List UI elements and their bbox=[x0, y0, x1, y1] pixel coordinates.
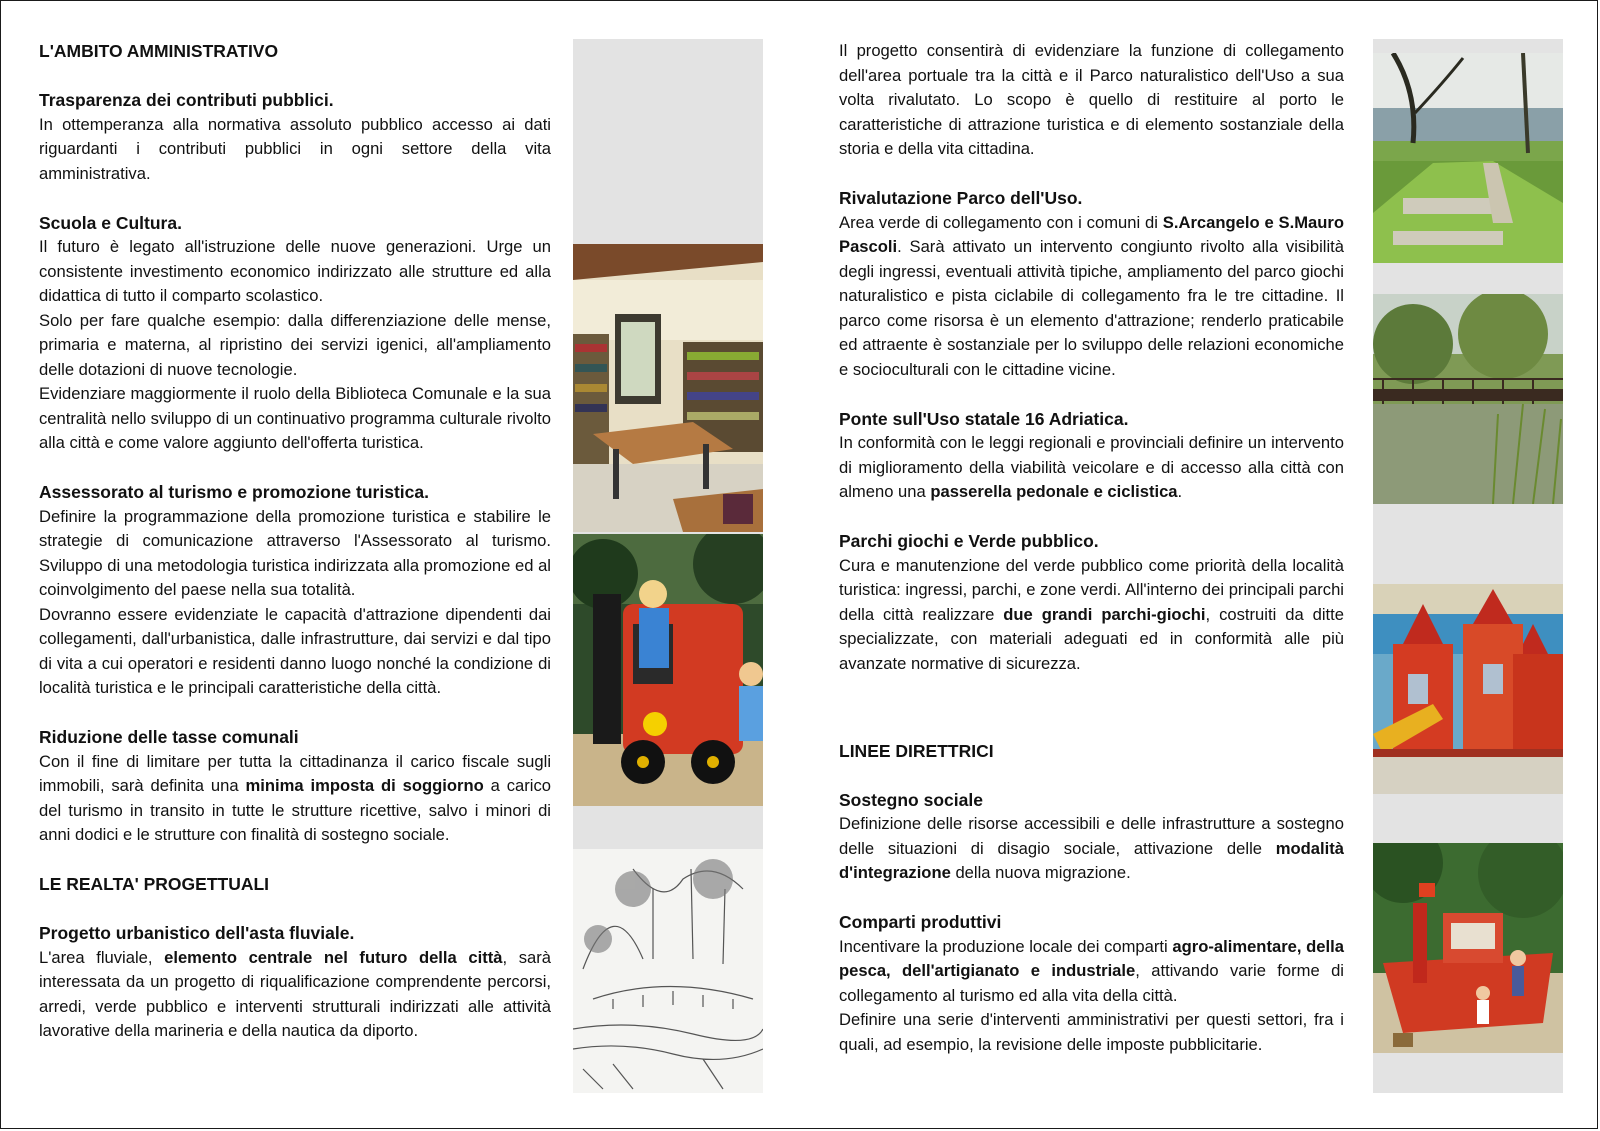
footbridge-pond-photo bbox=[1373, 294, 1563, 504]
spacer bbox=[839, 162, 1344, 187]
subsection-title-comparti-produttivi: Comparti produttivi bbox=[839, 912, 1002, 932]
paragraph bbox=[839, 935, 1344, 1009]
section-title-le-realta-progettuali: LE REALTA' PROGETTUALI bbox=[39, 874, 270, 894]
playground-ship-photo bbox=[1373, 843, 1563, 1053]
emphasis-text: due grandi parchi-giochi bbox=[1003, 604, 1206, 624]
paragraph bbox=[39, 603, 551, 701]
spacer bbox=[39, 456, 551, 481]
paragraph-text: Il futuro è legato all'istruzione delle nuove generazioni. Urge un consistente investimento economico indirizzato alle strutture ed alla didattica di tutto il comparto scolastico. bbox=[39, 237, 551, 305]
subsection-title-sostegno-sociale: Sostegno sociale bbox=[839, 789, 983, 810]
paragraph bbox=[839, 1008, 1344, 1057]
paragraph-text: , costruiti da ditte specializzate, con materiali adeguati ed in conformità alle più avanzate normative di sicurezza. bbox=[839, 604, 1344, 673]
paragraph-text: Cura e manutenzione del verde pubblico come priorità della località turistica: ingressi, parchi, e zone verdi. All'interno dei principali parchi della città realizzare bbox=[839, 555, 1344, 624]
paragraph-text: Il progetto consentirà di evidenziare la funzione di collegamento dell'area portuale tra la città e il Parco naturalistico dell'Uso a sua volta rivalutato. Lo scopo è quello di restituire al porto le caratteristiche di attrazione turistica e di elemento sostanziale della storia e della vita cittadina. bbox=[839, 41, 1344, 158]
spacer bbox=[39, 848, 551, 873]
subsection-title-ponte-sull-uso-statale-16-adriatica: Ponte sull'Uso statale 16 Adriatica. bbox=[839, 408, 1129, 429]
paragraph bbox=[39, 382, 551, 456]
paragraph-text: In conformità con le leggi regionali e provinciali definire un intervento di miglioramento della viabilità veicolare e di accesso alla città con almeno una bbox=[839, 433, 1344, 501]
paragraph-text: Evidenziare maggiormente il ruolo della Biblioteca Comunale e la sua centralità nello sviluppo di un continuativo programma culturale rivolto alla città e come valore aggiunto dell'offerta turistica. bbox=[39, 384, 551, 452]
paragraph-text: Solo per fare qualche esempio: dalla differenziazione delle mense, primaria e materna, al ripristino dei servizi igenici, all'ampliamento delle dotazioni di nuove tecnologie. bbox=[39, 310, 551, 379]
spacer bbox=[839, 676, 1344, 714]
paragraph-text: a carico del turismo in transito in tutte le strutture ricettive, salvo i minori di anni dodici e le strutture con finalità di sostegno sociale. bbox=[39, 776, 552, 844]
paragraph-text: , sarà interessata da un progetto di riqualificazione comprendente percorsi, arredi, verde pubblico e interventi strutturali indirizzati alle attività lavorative della marineria e della nautica da diporto. bbox=[39, 947, 552, 1040]
subsection-title-rivalutazione-parco-dell-uso: Rivalutazione Parco dell'Uso. bbox=[839, 188, 1083, 208]
paragraph-text: , attivando varie forme di collegamento al turismo ed alla vita della città. bbox=[839, 961, 1344, 1005]
paragraph bbox=[39, 113, 551, 187]
spacer bbox=[839, 382, 1344, 407]
paragraph-text: Definizione delle risorse accessibili e delle infrastrutture a sostegno delle situazioni di disagio sociale, attivazione delle bbox=[839, 814, 1344, 858]
section-title-linee-direttrici: LINEE DIRETTRICI bbox=[839, 740, 994, 761]
playground-train-photo bbox=[573, 534, 763, 806]
emphasis-text: S.Arcangelo e S.Mauro Pascoli bbox=[839, 212, 1344, 256]
paragraph bbox=[839, 812, 1344, 886]
paragraph-text: . Sarà attivato un intervento congiunto rivolto alla visibilità degli ingressi, eventuali attività tipiche, ampliamento del parco giochi naturalistico e pista ciclabile di collegamento fra le tre cittadine. Il parco come risorsa è un elemento d'attrazione; renderlo praticabile ed attraente è sostanziale per lo sviluppo delle relazioni economiche e socioculturali con le cittadine vicine. bbox=[839, 237, 1344, 379]
spacer bbox=[39, 64, 551, 89]
emphasis-text: minima imposta di soggiorno bbox=[245, 776, 484, 795]
paragraph bbox=[39, 505, 551, 603]
paragraph-text: della nuova migrazione. bbox=[950, 863, 1131, 882]
subsection-title-trasparenza-dei-contributi-pubblici: Trasparenza dei contributi pubblici. bbox=[39, 90, 334, 110]
spacer bbox=[839, 505, 1344, 530]
subsection-title-assessorato-al-turismo-e-promozione-turi: Assessorato al turismo e promozione turistica. bbox=[39, 482, 429, 502]
paragraph-text: . bbox=[1177, 482, 1183, 501]
library-photo bbox=[573, 244, 763, 532]
emphasis-text: passerella pedonale e ciclistica bbox=[930, 482, 1178, 501]
paragraph-text: Definire una serie d'interventi amministrativi per questi settori, fra i quali, ad esempio, la revisione delle imposte pubblicitarie. bbox=[839, 1010, 1344, 1054]
emphasis-text: agro-alimentare, della pesca, dell'artigianato e industriale bbox=[839, 936, 1344, 980]
subsection-title-parchi-giochi-e-verde-pubblico: Parchi giochi e Verde pubblico. bbox=[839, 531, 1099, 551]
paragraph bbox=[39, 750, 551, 848]
paragraph bbox=[839, 431, 1344, 505]
spacer bbox=[839, 886, 1344, 911]
spacer bbox=[39, 186, 551, 211]
paragraph bbox=[839, 211, 1344, 383]
river-sketch-photo bbox=[573, 849, 763, 1093]
paragraph-text: Dovranno essere evidenziate le capacità d'attrazione dipendenti dai collegamenti, dall'urbanistica, dalle infrastrutture, dai servizi e dal tipo di vita a cui operatori e residenti danno luogo nonché la condizione di località turistica e le principali caratteristiche della città. bbox=[39, 604, 551, 697]
emphasis-text: elemento centrale nel futuro della città bbox=[164, 947, 503, 967]
subsection-title-progetto-urbanistico-dell-asta-fluviale: Progetto urbanistico dell'asta fluviale. bbox=[39, 923, 355, 943]
section-title-l-ambito-amministrativo: L'AMBITO AMMINISTRATIVO bbox=[39, 41, 279, 61]
emphasis-text: modalità d'integrazione bbox=[839, 838, 1344, 882]
paragraph bbox=[39, 235, 551, 309]
left-text-column bbox=[39, 39, 551, 1044]
paragraph-text: Area verde di collegamento con i comuni di bbox=[839, 212, 1163, 232]
paragraph bbox=[839, 554, 1344, 677]
paragraph-text: In ottemperanza alla normativa assoluto pubblico accesso ai dati riguardanti i contributi pubblici in ogni settore della vita amministrativa. bbox=[39, 114, 551, 183]
spacer bbox=[39, 701, 551, 726]
red-playground-castle-photo bbox=[1373, 584, 1563, 794]
paragraph bbox=[39, 309, 551, 383]
subsection-title-scuola-e-cultura: Scuola e Cultura. bbox=[39, 212, 182, 233]
paragraph-text: Incentivare la produzione locale dei comparti bbox=[839, 936, 1173, 956]
spacer bbox=[839, 763, 1344, 788]
paragraph bbox=[39, 946, 551, 1044]
subsection-title-riduzione-delle-tasse-comunali: Riduzione delle tasse comunali bbox=[39, 727, 299, 747]
spacer bbox=[39, 897, 551, 922]
right-text-column bbox=[839, 39, 1344, 1057]
paragraph-text: L'area fluviale, bbox=[39, 947, 165, 967]
park-river-photo bbox=[1373, 53, 1563, 263]
paragraph-text: Definire la programmazione della promozione turistica e stabilire le strategie di comunicazione attraverso l'Assessorato al turismo. Sviluppo di una metodologia turistica indirizzata alla promozione ed al coinvolgimento del paese nella sua totalità. bbox=[39, 506, 551, 599]
spacer bbox=[839, 714, 1344, 739]
paragraph bbox=[839, 39, 1344, 162]
paragraph-text: Con il fine di limitare per tutta la cittadinanza il carico fiscale sugli immobili, sarà definita una bbox=[39, 751, 551, 795]
